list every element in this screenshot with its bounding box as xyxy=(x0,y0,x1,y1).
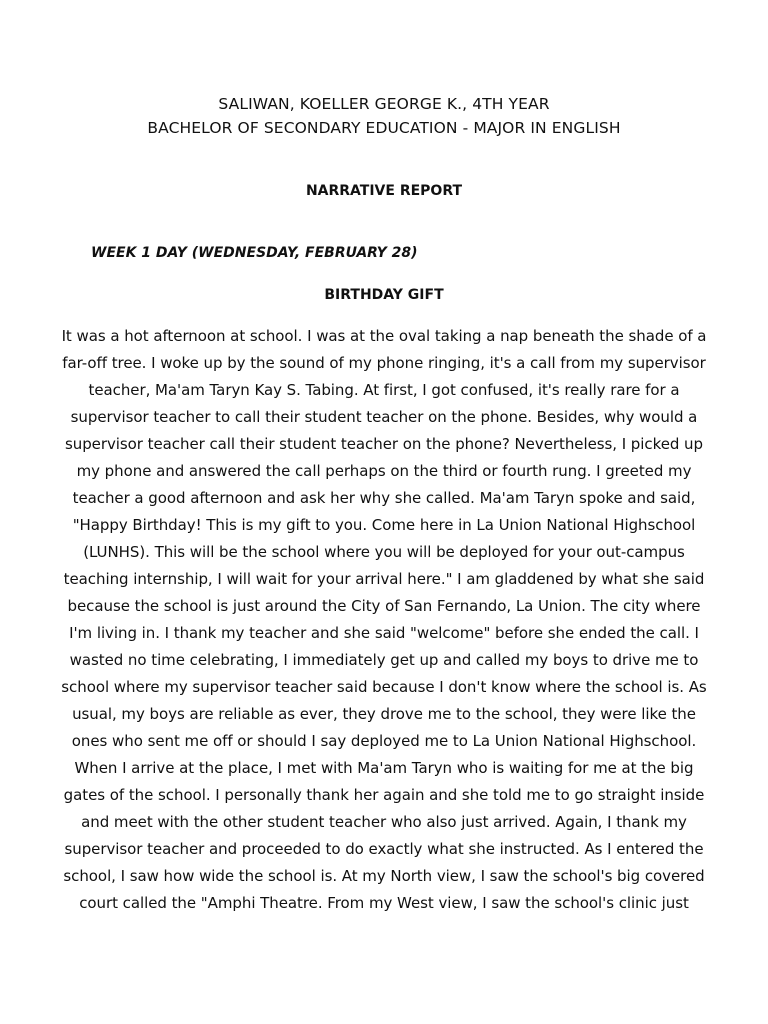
paragraph-line: When I arrive at the place, I met with Ma'am Taryn who is waiting for me at the big xyxy=(74,759,694,777)
paragraph-line: teacher a good afternoon and ask her why she called. Ma'am Taryn spoke and said, xyxy=(72,489,696,507)
week-heading: WEEK 1 DAY (WEDNESDAY, FEBRUARY 28) xyxy=(91,245,418,261)
paragraph-line: supervisor teacher to call their student teacher on the phone. Besides, why would a xyxy=(70,408,698,426)
paragraph-line: court called the "Amphi Theatre. From my West view, I saw the school's clinic just xyxy=(79,894,689,912)
paragraph-line: (LUNHS). This will be the school where you will be deployed for your out-campus xyxy=(83,543,685,561)
paragraph-line: school where my supervisor teacher said because I don't know where the school is. As xyxy=(61,678,707,696)
program-line: BACHELOR OF SECONDARY EDUCATION - MAJOR IN ENGLISH xyxy=(147,119,621,137)
narrative-paragraph xyxy=(60,323,708,917)
paragraph-line: my phone and answered the call perhaps on the third or fourth rung. I greeted my xyxy=(76,462,692,480)
paragraph-line: teacher, Ma'am Taryn Kay S. Tabing. At first, I got confused, it's really rare for a xyxy=(88,381,680,399)
paragraph-line: teaching internship, I will wait for your arrival here." I am gladdened by what she said xyxy=(63,570,705,588)
paragraph-line: ones who sent me off or should I say deployed me to La Union National Highschool. xyxy=(71,732,697,750)
paragraph-line: wasted no time celebrating, I immediately get up and called my boys to drive me to xyxy=(69,651,699,669)
paragraph-line: far-off tree. I woke up by the sound of my phone ringing, it's a call from my supervisor xyxy=(62,354,706,372)
author-line: SALIWAN, KOELLER GEORGE K., 4TH YEAR xyxy=(218,95,550,113)
paragraph-line: supervisor teacher and proceeded to do exactly what she instructed. As I entered the xyxy=(64,840,704,858)
paragraph-line: school, I saw how wide the school is. At my North view, I saw the school's big covered xyxy=(63,867,705,885)
paragraph-line: supervisor teacher call their student teacher on the phone? Nevertheless, I picked up xyxy=(64,435,703,453)
paragraph-line: "Happy Birthday! This is my gift to you. Come here in La Union National Highschool xyxy=(72,516,696,534)
paragraph-line: and meet with the other student teacher who also just arrived. Again, I thank my xyxy=(81,813,687,831)
paragraph-line: because the school is just around the City of San Fernando, La Union. The city where xyxy=(67,597,701,615)
paragraph-line: I'm living in. I thank my teacher and she said "welcome" before she ended the call. I xyxy=(69,624,699,642)
section-title: BIRTHDAY GIFT xyxy=(324,287,444,303)
report-title: NARRATIVE REPORT xyxy=(305,183,463,199)
paragraph-line: usual, my boys are reliable as ever, they drove me to the school, they were like the xyxy=(72,705,696,723)
paragraph-line: It was a hot afternoon at school. I was at the oval taking a nap beneath the shade of a xyxy=(61,327,707,345)
paragraph-line: gates of the school. I personally thank her again and she told me to go straight inside xyxy=(63,786,705,804)
